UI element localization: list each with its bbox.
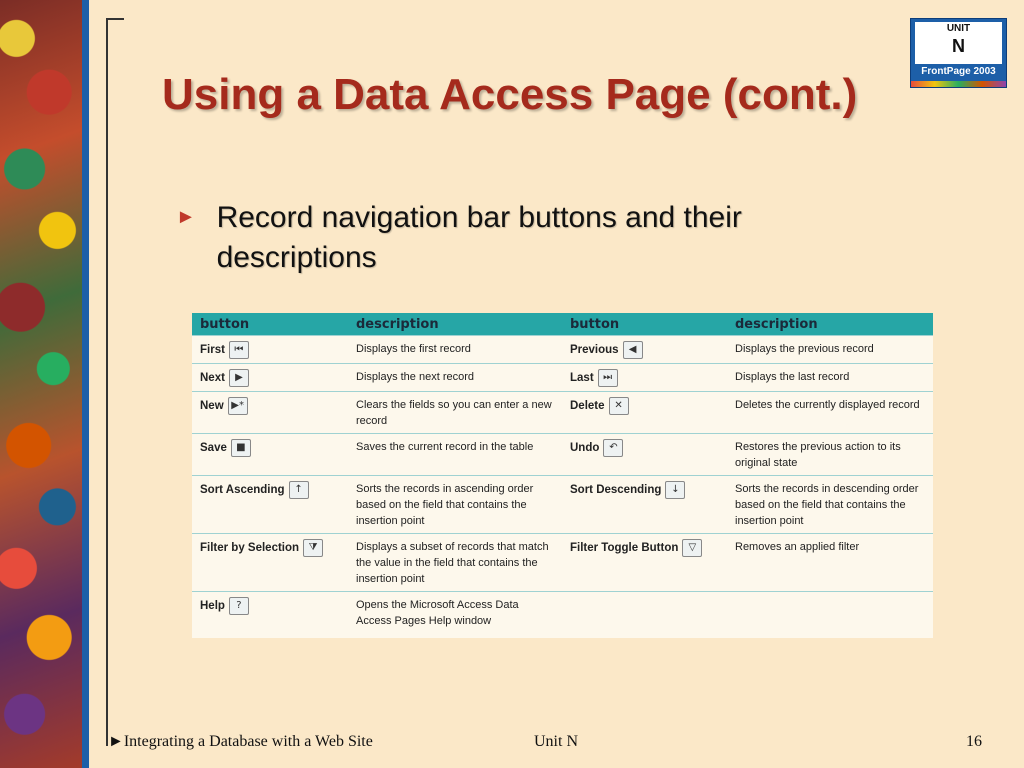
description-cell: Saves the current record in the table (348, 434, 562, 476)
table-row (192, 434, 933, 476)
bullet-item (176, 198, 856, 278)
button-name: Help (200, 600, 225, 612)
table-row (192, 392, 933, 434)
button-cell (562, 534, 727, 592)
navigation-buttons-table (192, 313, 933, 638)
button-name: Next (200, 372, 225, 384)
header-description-2: description (727, 313, 933, 336)
slide-title: Using a Data Access Page (cont.) (162, 70, 858, 119)
button-cell (192, 364, 348, 392)
button-cell (562, 592, 727, 634)
description-cell: Opens the Microsoft Access Data Access Pages Help window (348, 592, 562, 634)
button-name: Save (200, 442, 227, 454)
header-description-1: description (348, 313, 562, 336)
footer-left (108, 733, 373, 751)
table-row (192, 364, 933, 392)
button-name: Sort Ascending (200, 484, 285, 496)
description-cell: Deletes the currently displayed record (727, 392, 933, 434)
delete-icon: ✕ (609, 397, 629, 415)
button-name: Last (570, 372, 594, 384)
button-name: Sort Descending (570, 484, 662, 496)
frame-line-top (106, 18, 124, 20)
button-name: Undo (570, 442, 600, 454)
undo-icon: ↶ (603, 439, 623, 457)
help-icon: ? (229, 597, 249, 615)
button-cell (192, 592, 348, 634)
header-button-1: button (192, 313, 348, 336)
decorative-art-strip (0, 0, 82, 768)
page-number: 16 (966, 733, 982, 750)
button-cell (562, 476, 727, 534)
button-cell (192, 336, 348, 364)
filter-toggle-icon: ▽ (682, 539, 702, 557)
logo-unit-label: UNIT (946, 23, 971, 34)
button-cell (562, 364, 727, 392)
table-row (192, 476, 933, 534)
header-button-2: button (562, 313, 727, 336)
description-cell: Displays the first record (348, 336, 562, 364)
description-cell: Removes an applied filter (727, 534, 933, 592)
button-cell (562, 434, 727, 476)
sort-descending-icon: ↓ (665, 481, 685, 499)
button-name: First (200, 344, 225, 356)
save-icon: ■ (231, 439, 251, 457)
button-cell (192, 476, 348, 534)
footer-arrow-icon: ► (108, 733, 124, 750)
button-cell (192, 392, 348, 434)
table-header-row (192, 313, 933, 336)
button-cell (192, 434, 348, 476)
previous-icon: ◀ (623, 341, 643, 359)
button-name: Filter by Selection (200, 542, 300, 554)
filter-selection-icon: ⧩ (303, 539, 323, 557)
last-icon: ⏭ (598, 369, 618, 387)
description-cell: Clears the fields so you can enter a new record (348, 392, 562, 434)
description-cell: Displays the next record (348, 364, 562, 392)
footer-title: Integrating a Database with a Web Site (123, 733, 373, 750)
first-icon: ⏮ (229, 341, 249, 359)
footer-center: Unit N (534, 733, 578, 750)
description-cell (727, 592, 933, 634)
button-name: Delete (570, 400, 605, 412)
table-row (192, 592, 933, 634)
bullet-text: Record navigation bar buttons and their descriptions (216, 201, 742, 274)
next-icon: ▶ (229, 369, 249, 387)
bullet-arrow-icon: ► (176, 206, 196, 228)
button-cell (562, 336, 727, 364)
new-icon: ▶* (228, 397, 248, 415)
description-cell: Displays the previous record (727, 336, 933, 364)
description-cell: Displays a subset of records that match the value in the field that contains the insertion point (348, 534, 562, 592)
button-cell (562, 392, 727, 434)
description-cell: Sorts the records in descending order based on the field that contains the insertion point (727, 476, 933, 534)
unit-logo (910, 18, 1007, 88)
button-name: Previous (570, 344, 619, 356)
button-name: Filter Toggle Button (570, 542, 679, 554)
accent-bar (82, 0, 89, 768)
frame-line (106, 18, 108, 746)
logo-color-strip (911, 81, 1006, 87)
description-cell: Displays the last record (727, 364, 933, 392)
table-row (192, 534, 933, 592)
description-cell: Sorts the records in ascending order based on the field that contains the insertion point (348, 476, 562, 534)
logo-product: FrontPage 2003 (921, 66, 996, 77)
logo-unit-letter: N (952, 36, 965, 56)
sort-ascending-icon: ↑ (289, 481, 309, 499)
table-row (192, 336, 933, 364)
button-cell (192, 534, 348, 592)
description-cell: Restores the previous action to its original state (727, 434, 933, 476)
button-name: New (200, 400, 224, 412)
